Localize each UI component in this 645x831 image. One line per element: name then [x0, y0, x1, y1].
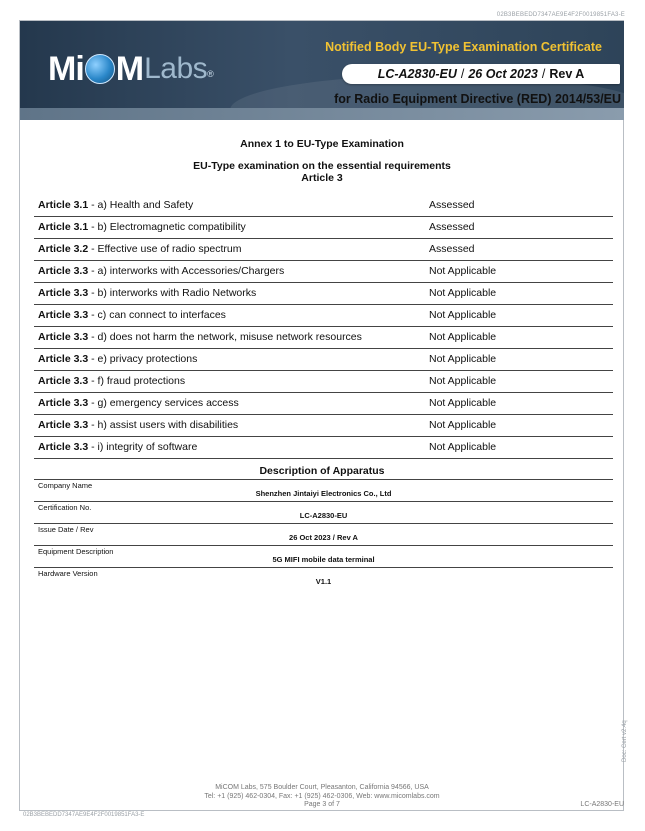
requirement-text — [38, 419, 238, 431]
table-row — [34, 327, 613, 349]
requirement-status: Not Applicable — [429, 287, 497, 299]
footer-page-number: Page 3 of 7 — [304, 801, 340, 808]
certificate-revision: Rev A — [549, 67, 585, 81]
apparatus-value: 5G MIFI mobile data terminal — [272, 555, 375, 564]
requirement-text — [38, 221, 246, 233]
logo-text-labs: Labs — [144, 52, 208, 85]
article-number: Article 3.1 — [38, 221, 89, 233]
article-number: Article 3.3 — [38, 419, 89, 431]
page-footer — [20, 784, 624, 810]
requirement-text — [38, 309, 226, 321]
document-id-bottom: 02B3BEBEDD7347AE9E4F2F0019851FA3-E — [23, 812, 145, 818]
apparatus-label: Company Name — [38, 481, 93, 490]
separator: / — [460, 67, 465, 81]
requirement-status: Not Applicable — [429, 309, 497, 321]
apparatus-row — [34, 568, 613, 592]
requirement-description: - g) emergency services access — [88, 397, 239, 409]
article-number: Article 3.1 — [38, 199, 89, 211]
apparatus-label: Hardware Version — [38, 569, 98, 578]
requirement-text — [38, 441, 197, 453]
apparatus-row — [34, 480, 613, 502]
apparatus-label: Issue Date / Rev — [38, 525, 94, 534]
table-row — [34, 371, 613, 393]
article-number: Article 3.3 — [38, 331, 89, 343]
article-number: Article 3.3 — [38, 265, 89, 277]
requirement-text — [38, 287, 256, 299]
annex-article: Article 3 — [301, 172, 343, 184]
requirement-text — [38, 397, 239, 409]
requirement-status: Not Applicable — [429, 265, 497, 277]
requirement-status: Assessed — [429, 243, 475, 255]
apparatus-row — [34, 524, 613, 546]
apparatus-label: Certification No. — [38, 503, 92, 512]
requirement-text — [38, 243, 242, 255]
apparatus-value: Shenzhen Jintaiyi Electronics Co., Ltd — [255, 489, 392, 498]
article-number: Article 3.3 — [38, 309, 89, 321]
requirement-status: Assessed — [429, 221, 475, 233]
requirement-description: - e) privacy protections — [88, 353, 198, 365]
article-number: Article 3.3 — [38, 441, 89, 453]
apparatus-value: 26 Oct 2023 / Rev A — [289, 533, 358, 542]
requirement-description: - f) fraud protections — [88, 375, 186, 387]
requirement-text — [38, 353, 197, 365]
requirement-status: Not Applicable — [429, 331, 497, 343]
apparatus-title: Description of Apparatus — [259, 465, 385, 477]
requirement-description: - Effective use of radio spectrum — [88, 243, 242, 255]
micom-labs-logo — [48, 49, 214, 89]
certificate-date: 26 Oct 2023 — [468, 67, 538, 81]
requirements-table — [34, 195, 613, 459]
requirement-text — [38, 199, 193, 211]
requirement-text — [38, 375, 185, 387]
document-version-sidetext: Doc: Cert v2.4q — [622, 720, 628, 762]
requirement-description: - h) assist users with disabilities — [88, 419, 239, 431]
table-row — [34, 239, 613, 261]
table-row — [34, 217, 613, 239]
globe-icon — [85, 54, 115, 84]
footer-reference: LC-A2830-EU — [580, 801, 624, 808]
article-number: Article 3.3 — [38, 353, 89, 365]
requirement-status: Not Applicable — [429, 397, 497, 409]
table-row — [34, 393, 613, 415]
table-row — [34, 305, 613, 327]
article-number: Article 3.3 — [38, 375, 89, 387]
requirement-description: - b) Electromagnetic compatibility — [88, 221, 246, 233]
certificate-title: Notified Body EU-Type Examination Certificate — [325, 40, 602, 54]
table-row — [34, 261, 613, 283]
header-band — [20, 108, 624, 120]
footer-contact: Tel: +1 (925) 462-0304, Fax: +1 (925) 462-0306, Web: www.micomlabs.com — [204, 792, 440, 800]
requirement-status: Not Applicable — [429, 441, 497, 453]
requirement-status: Not Applicable — [429, 419, 497, 431]
directive-line: for Radio Equipment Directive (RED) 2014/53/EU — [334, 92, 621, 106]
apparatus-value: LC-A2830-EU — [299, 511, 348, 520]
apparatus-label: Equipment Description — [38, 547, 114, 556]
separator: / — [541, 67, 546, 81]
logo-text-m: M — [115, 49, 144, 88]
article-number: Article 3.2 — [38, 243, 89, 255]
requirement-text — [38, 265, 284, 277]
apparatus-row — [34, 502, 613, 524]
requirement-description: - i) integrity of software — [88, 441, 198, 453]
article-number: Article 3.3 — [38, 287, 89, 299]
article-number: Article 3.3 — [38, 397, 89, 409]
document-id-top: 02B3BEBEDD7347AE9E4F2F0019851FA3-E — [496, 12, 625, 18]
requirement-description: - a) Health and Safety — [88, 199, 194, 211]
table-row — [34, 195, 613, 217]
apparatus-row — [34, 546, 613, 568]
annex-subtitle: EU-Type examination on the essential requirements — [193, 160, 451, 172]
certificate-id-box — [342, 64, 620, 84]
table-row — [34, 415, 613, 437]
certificate-number: LC-A2830-EU — [377, 67, 457, 81]
requirement-description: - c) can connect to interfaces — [88, 309, 226, 321]
requirement-status: Not Applicable — [429, 353, 497, 365]
requirement-description: - d) does not harm the network, misuse network resources — [88, 331, 362, 343]
table-row — [34, 437, 613, 459]
apparatus-table — [34, 479, 613, 592]
requirement-text — [38, 331, 362, 343]
footer-address: MiCOM Labs, 575 Boulder Court, Pleasanton, California 94566, USA — [215, 784, 429, 791]
table-row — [34, 283, 613, 305]
logo-registered-mark: ® — [207, 69, 214, 79]
requirement-status: Assessed — [429, 199, 475, 211]
requirement-description: - a) interworks with Accessories/Chargers — [88, 265, 285, 277]
requirement-status: Not Applicable — [429, 375, 497, 387]
requirement-description: - b) interworks with Radio Networks — [88, 287, 257, 299]
apparatus-value: V1.1 — [315, 577, 332, 586]
table-row — [34, 349, 613, 371]
annex-title: Annex 1 to EU-Type Examination — [240, 138, 404, 150]
logo-text-mic: Mi — [48, 49, 84, 88]
